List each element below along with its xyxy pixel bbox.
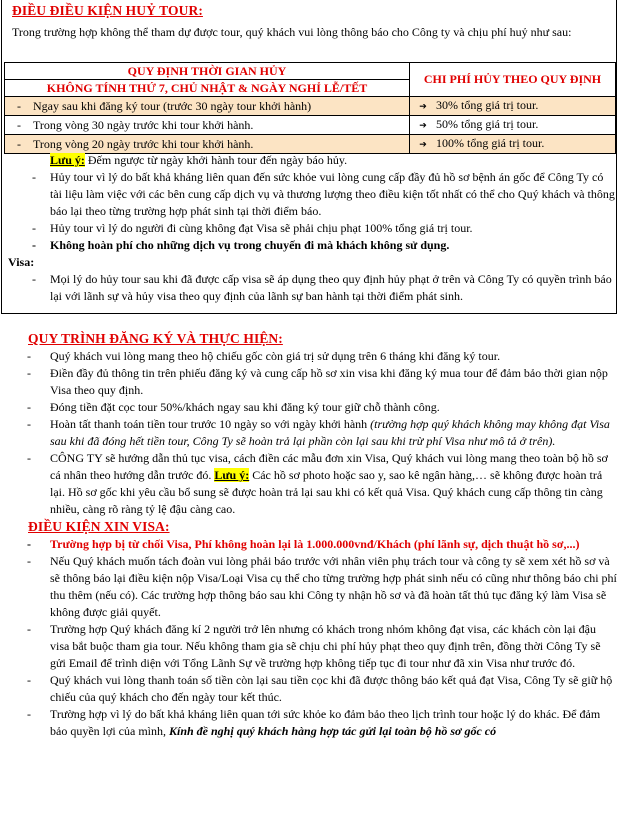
list-item: - Quý khách vui lòng mang theo hộ chiếu gốc còn giá trị sử dụng trên 6 tháng khi đăng ký tour. [27,349,501,363]
list-item: - Mọi lý do hủy tour sau khi đã được cấp visa sẽ áp dụng theo quy định hủy phạt ở trên và Công Ty có quyền trình báo lại với lãnh sự và hủy visa theo quy định của lãnh sự ban hành tại thời điểm phát sinh. [32,272,612,303]
list-item: - Quý khách vui lòng thanh toán số tiền còn lại sau tiền cọc khi đã được thông báo kết quả đạt Visa, Công Ty sẽ giữ hộ chiếu của quý khách cho đến ngày tour kết thúc. [27,673,613,704]
cancel-condition: - Trong vòng 20 ngày trước khi tour khởi hành. [5,135,410,154]
list-item: - Nếu Quý khách muốn tách đoàn vui lòng phải báo trước với nhân viên phụ trách tour và công ty sẽ xem xét hồ sơ và sẽ thông báo lại điều kiện nộp Visa/Loại Visa cụ thể cho từng trường hợp phát sinh nếu có cũng như thông báo chi phí thu thêm (nếu có). Các trường hợp thông báo sau khi Công ty nhận hồ sơ và đã hoàn tất thủ tục đăng ký làm Visa sẽ không được giải quyết. [27,554,617,619]
table-header-left-2: KHÔNG TÍNH THỨ 7, CHỦ NHẬT & NGÀY NGHỈ LỄ/TẾT [5,80,410,97]
table-header-left-1: QUY ĐỊNH THỜI GIAN HỦY [5,63,410,80]
cancel-fee: ➔ 50% tổng giá trị tour. [410,116,616,135]
note-label: Lưu ý: [50,153,85,167]
list-item: - CÔNG TY sẽ hướng dẫn thủ tục visa, cách điền các mẫu đơn xin Visa, Quý khách vui lòng mang theo toàn bộ hồ sơ cá nhân theo hướng dẫn trước đó. Lưu ý: Các hồ sơ photo hoặc sao y, sao kê ngân hàng,… sẽ không được hoàn trả lại. Hồ sơ gốc khi yêu cầu bổ sung sẽ được hoàn trả lại sau khi có kết quả Visa. Quý khách cung cấp thông tin càng nhiều, càng rõ ràng tỷ lệ đậu càng cao. [27,451,608,516]
list-item: - Không hoàn phí cho những dịch vụ trong chuyến đi mà khách không sử dụng. [32,238,450,252]
list-item: - Trường hợp bị từ chối Visa, Phí không hoàn lại là 1.000.000vnđ/Khách (phí lãnh sự, dịch thuật hồ sơ,...) [27,537,580,551]
procedure-title: QUY TRÌNH ĐĂNG KÝ VÀ THỰC HIỆN: [28,331,283,346]
procedure-section [0,330,621,740]
cancellation-fee-table [4,62,616,154]
cancellation-intro: Trong trường hợp không thể tham dự được tour, quý khách vui lòng thông báo cho Công ty và chịu phí huỷ như sau: [12,25,572,39]
arrow-right-icon: ➔ [419,139,427,149]
list-item: - Hoàn tất thanh toán tiền tour trước 10 ngày so với ngày khởi hành (trường hợp quý khách không may không đạt Visa sau khi đã đóng hết tiền tour, Công Ty sẽ hoàn trả lại phần còn lại sau khi trừ phí Visa như mô tả ở trên). [27,417,610,448]
list-item: - Hủy tour vì lý do bất khả kháng liên quan đến sức khỏe vui lòng cung cấp đầy đủ hồ sơ bệnh án gốc để Công Ty có tài liệu làm việc với các bên cung cấp dịch vụ và thương lượng theo điều kiện tốt nhất có thể cho Quý khách và thông báo lại theo từng trường hợp phát sinh tại thời điểm báo. [32,170,615,218]
list-item: - Điền đầy đủ thông tin trên phiếu đăng ký và cung cấp hồ sơ xin visa khi đăng ký mua tour để đảm bảo thời gian nộp Visa theo quy định. [27,366,608,397]
list-item: - Đóng tiền đặt cọc tour 50%/khách ngay sau khi đăng ký tour giữ chỗ thành công. [27,400,440,414]
cancel-condition: - Ngay sau khi đăng ký tour (trước 30 ngày tour khởi hành) [5,97,410,116]
cancel-condition: - Trong vòng 30 ngày trước khi tour khởi hành. [5,116,410,135]
cancel-fee: ➔ 100% tổng giá trị tour. [410,135,616,154]
list-item: Lưu ý: Đếm ngược từ ngày khởi hành tour đến ngày báo hủy. [50,153,348,167]
list-item: - Trường hợp vì lý do bất khả kháng liên quan tới sức khỏe ko đảm bảo theo lịch trình tour hoặc lý do khác. Để đảm bảo quyền lợi của mình, Kính đề nghị quý khách hàng hợp tác gửi lại toàn bộ hồ sơ gốc có [27,707,601,738]
list-item: - Hủy tour vì lý do người đi cùng không đạt Visa sẽ phải chịu phạt 100% tổng giá trị tour. [32,221,473,235]
cancellation-notes [2,152,621,305]
table-row [5,97,616,116]
cancellation-title: ĐIỀU ĐIỀU KIỆN HUỶ TOUR: [12,3,203,18]
table-row [5,135,616,154]
table-row [5,116,616,135]
visa-conditions-title: ĐIỀU KIỆN XIN VISA: [28,519,170,534]
table-header-row [5,63,616,80]
cancel-fee: ➔ 30% tổng giá trị tour. [410,97,616,116]
note-label: Lưu ý: [214,468,250,482]
arrow-right-icon: ➔ [419,101,427,111]
table-header-right: CHI PHÍ HỦY THEO QUY ĐỊNH [410,63,616,97]
list-item: - Trường hợp Quý khách đăng kí 2 người trở lên nhưng có khách trong nhóm không đạt visa, các khách còn lại đậu visa bắt buộc tham gia tour. Nếu không tham gia sẽ chịu chi phí hủy phạt theo quy định trên, đồng thời Công Ty sẽ gửi Email để trình diện với Tổng Lãnh Sự về trường hợp không tiếp tục đi tour như đã xin Visa như trước đó. [27,622,601,670]
arrow-right-icon: ➔ [419,120,427,130]
visa-label: Visa: [8,255,35,269]
cancellation-box [1,0,617,314]
